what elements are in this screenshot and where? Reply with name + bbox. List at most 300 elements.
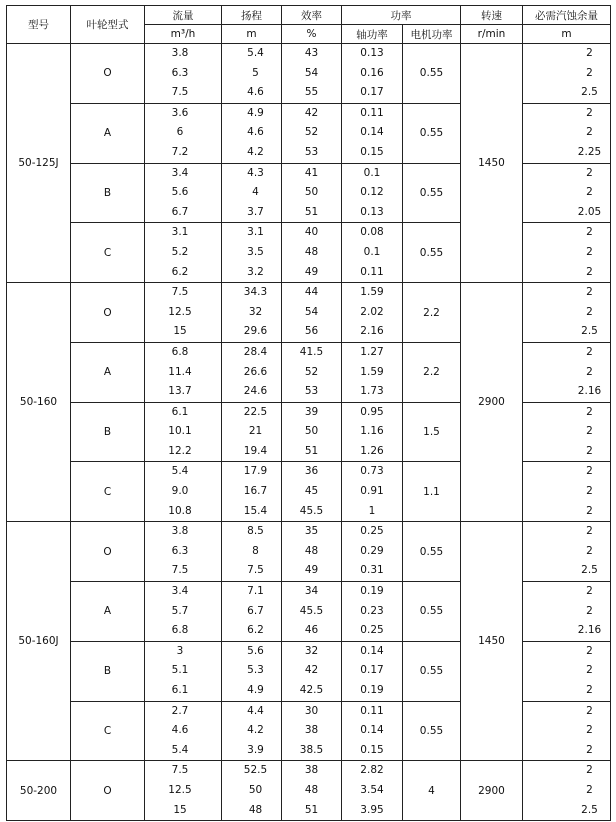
value-eff: 45.5 xyxy=(299,504,324,517)
value-shaft: 0.11 xyxy=(360,265,384,278)
value-npsh: 2 xyxy=(586,444,593,457)
efficiency-values xyxy=(282,522,342,582)
value-head: 21 xyxy=(248,425,263,438)
head-values xyxy=(222,522,282,582)
value-head: 28.4 xyxy=(243,345,268,358)
npsh-values xyxy=(523,402,611,462)
value-flow: 7.5 xyxy=(171,86,189,99)
value-npsh: 2 xyxy=(586,644,593,657)
value-shaft: 0.29 xyxy=(360,544,384,557)
value-npsh: 2 xyxy=(586,504,593,517)
value-npsh: 2 xyxy=(586,345,593,358)
header-speed: 转速 xyxy=(461,6,523,25)
value-head: 26.6 xyxy=(243,365,268,378)
value-flow: 3.8 xyxy=(171,525,189,538)
value-npsh: 2.5 xyxy=(581,325,598,338)
efficiency-values xyxy=(282,223,342,283)
value-shaft: 0.23 xyxy=(360,604,384,617)
head-values xyxy=(222,582,282,642)
head-values xyxy=(222,163,282,223)
value-shaft: 1.59 xyxy=(360,286,384,299)
value-flow: 7.5 xyxy=(171,564,189,577)
impeller-type-cell: B xyxy=(71,163,145,223)
value-flow: 4.6 xyxy=(171,724,189,737)
value-eff: 38.5 xyxy=(299,743,324,756)
value-shaft: 0.13 xyxy=(360,47,384,59)
header-motor-power: 电机功率 xyxy=(403,25,461,44)
npsh-values xyxy=(523,761,611,821)
value-eff: 50 xyxy=(304,425,319,438)
value-eff: 53 xyxy=(304,145,319,158)
value-eff: 53 xyxy=(304,385,319,398)
table-row xyxy=(7,44,611,104)
motor-power-cell: 0.55 xyxy=(403,701,461,761)
motor-power-cell: 0.55 xyxy=(403,641,461,701)
value-shaft: 0.11 xyxy=(360,704,384,717)
motor-power-cell: 1.1 xyxy=(403,462,461,522)
efficiency-values xyxy=(282,761,342,821)
value-eff: 52 xyxy=(304,365,319,378)
impeller-type-cell: O xyxy=(71,522,145,582)
impeller-type-cell: A xyxy=(71,582,145,642)
flow-values xyxy=(145,582,222,642)
flow-values xyxy=(145,761,222,821)
value-flow: 13.7 xyxy=(168,385,192,398)
motor-power-cell: 2.2 xyxy=(403,283,461,343)
value-flow: 6 xyxy=(176,126,184,139)
npsh-values xyxy=(523,223,611,283)
value-head: 50 xyxy=(248,783,263,796)
value-head: 48 xyxy=(248,803,263,816)
header-flow: 流量 xyxy=(145,6,222,25)
value-npsh: 2 xyxy=(586,585,593,598)
value-npsh: 2 xyxy=(586,704,593,717)
value-eff: 42.5 xyxy=(299,684,324,696)
value-flow: 5.7 xyxy=(171,604,189,617)
efficiency-values xyxy=(282,44,342,104)
value-npsh: 2 xyxy=(586,405,593,418)
value-shaft: 1.59 xyxy=(360,365,384,378)
value-eff: 43 xyxy=(304,47,319,59)
value-shaft: 0.16 xyxy=(360,66,384,79)
value-flow: 5.2 xyxy=(171,245,189,258)
value-head: 5.6 xyxy=(247,644,264,657)
flow-values xyxy=(145,163,222,223)
header-speed-unit: r/min xyxy=(461,25,523,44)
value-flow: 11.4 xyxy=(168,365,192,378)
npsh-values xyxy=(523,522,611,582)
value-shaft: 0.08 xyxy=(360,226,384,239)
value-flow: 2.7 xyxy=(171,704,189,717)
value-npsh: 2.5 xyxy=(581,564,598,577)
table-body xyxy=(7,44,611,821)
value-eff: 54 xyxy=(304,66,319,79)
shaft-power-values xyxy=(342,103,403,163)
value-head: 7.5 xyxy=(247,564,264,577)
head-values xyxy=(222,223,282,283)
value-eff: 52 xyxy=(304,126,319,139)
impeller-type-cell: O xyxy=(71,44,145,104)
value-eff: 48 xyxy=(304,783,319,796)
value-flow: 3 xyxy=(176,644,184,657)
value-flow: 12.2 xyxy=(168,444,192,457)
header-model: 型号 xyxy=(7,6,71,44)
head-values xyxy=(222,402,282,462)
value-shaft: 1 xyxy=(368,504,376,517)
shaft-power-values xyxy=(342,641,403,701)
value-flow: 12.5 xyxy=(168,783,192,796)
value-head: 34.3 xyxy=(243,286,268,299)
value-head: 3.7 xyxy=(247,205,264,218)
head-values xyxy=(222,462,282,522)
value-head: 4.2 xyxy=(247,145,264,158)
value-eff: 45.5 xyxy=(299,604,324,617)
value-head: 15.4 xyxy=(243,504,268,517)
value-shaft: 2.82 xyxy=(360,764,384,777)
header-efficiency: 效率 xyxy=(282,6,342,25)
value-head: 4.4 xyxy=(247,704,264,717)
value-eff: 30 xyxy=(304,704,319,717)
efficiency-values xyxy=(282,582,342,642)
motor-power-cell: 0.55 xyxy=(403,103,461,163)
header-power: 功率 xyxy=(342,6,461,25)
head-values xyxy=(222,103,282,163)
table-row xyxy=(7,283,611,343)
table-row xyxy=(7,761,611,821)
value-shaft: 0.73 xyxy=(360,465,384,478)
value-eff: 45 xyxy=(304,485,319,498)
impeller-type-cell: B xyxy=(71,641,145,701)
value-npsh: 2 xyxy=(586,245,593,258)
value-eff: 54 xyxy=(304,305,319,318)
value-flow: 12.5 xyxy=(168,305,192,318)
value-flow: 6.8 xyxy=(171,345,189,358)
shaft-power-values xyxy=(342,701,403,761)
value-npsh: 2.5 xyxy=(581,803,598,816)
value-head: 4.9 xyxy=(247,106,264,119)
speed-cell: 1450 xyxy=(461,44,523,283)
header-npsh-unit: m xyxy=(523,25,611,44)
impeller-type-cell: B xyxy=(71,402,145,462)
value-flow: 3.4 xyxy=(171,585,189,598)
value-npsh: 2 xyxy=(586,166,593,179)
efficiency-values xyxy=(282,462,342,522)
value-head: 6.2 xyxy=(247,624,264,637)
value-npsh: 2 xyxy=(586,664,593,677)
value-head: 4.6 xyxy=(247,86,264,99)
value-shaft: 0.19 xyxy=(360,585,384,598)
value-head: 3.9 xyxy=(247,743,264,756)
shaft-power-values xyxy=(342,342,403,402)
value-head: 3.2 xyxy=(247,265,264,278)
value-flow: 6.8 xyxy=(171,624,189,637)
value-shaft: 0.15 xyxy=(360,145,384,158)
motor-power-cell: 2.2 xyxy=(403,342,461,402)
value-npsh: 2 xyxy=(586,66,593,79)
value-shaft: 0.1 xyxy=(363,245,381,258)
header-efficiency-unit: % xyxy=(282,25,342,44)
value-eff: 32 xyxy=(304,644,319,657)
value-npsh: 2 xyxy=(586,365,593,378)
flow-values xyxy=(145,462,222,522)
shaft-power-values xyxy=(342,402,403,462)
npsh-values xyxy=(523,701,611,761)
impeller-type-cell: C xyxy=(71,462,145,522)
value-eff: 35 xyxy=(304,525,319,538)
value-flow: 3.4 xyxy=(171,166,189,179)
pump-performance-table xyxy=(6,5,611,821)
npsh-values xyxy=(523,641,611,701)
value-flow: 5.4 xyxy=(171,465,189,478)
flow-values xyxy=(145,701,222,761)
npsh-values xyxy=(523,582,611,642)
value-head: 17.9 xyxy=(243,465,268,478)
head-values xyxy=(222,701,282,761)
shaft-power-values xyxy=(342,522,403,582)
model-cell: 50-160 xyxy=(7,283,71,522)
shaft-power-values xyxy=(342,44,403,104)
value-eff: 50 xyxy=(304,186,319,199)
value-shaft: 0.12 xyxy=(360,186,384,199)
value-npsh: 2 xyxy=(586,106,593,119)
value-head: 4 xyxy=(252,186,259,199)
header-flow-unit: m³/h xyxy=(145,25,222,44)
efficiency-values xyxy=(282,701,342,761)
value-head: 3.1 xyxy=(247,226,264,239)
value-flow: 15 xyxy=(173,803,187,816)
head-values xyxy=(222,641,282,701)
shaft-power-values xyxy=(342,582,403,642)
value-shaft: 0.95 xyxy=(360,405,384,418)
value-head: 52.5 xyxy=(243,764,268,777)
value-head: 4.2 xyxy=(247,724,264,737)
value-head: 3.5 xyxy=(247,245,264,258)
value-shaft: 0.13 xyxy=(360,205,384,218)
model-cell: 50-160J xyxy=(7,522,71,761)
value-npsh: 2 xyxy=(586,743,593,756)
value-eff: 51 xyxy=(304,444,319,457)
value-npsh: 2 xyxy=(586,525,593,538)
value-npsh: 2 xyxy=(586,286,593,299)
flow-values xyxy=(145,283,222,343)
value-shaft: 0.1 xyxy=(363,166,381,179)
efficiency-values xyxy=(282,641,342,701)
efficiency-values xyxy=(282,283,342,343)
header-shaft-power: 轴功率 xyxy=(342,25,403,44)
shaft-power-values xyxy=(342,163,403,223)
value-flow: 6.1 xyxy=(171,405,189,418)
value-npsh: 2.25 xyxy=(577,145,602,158)
value-shaft: 0.14 xyxy=(360,644,384,657)
header-impeller: 叶轮型式 xyxy=(71,6,145,44)
value-head: 32 xyxy=(248,305,263,318)
speed-cell: 1450 xyxy=(461,522,523,761)
value-eff: 56 xyxy=(304,325,319,338)
motor-power-cell: 0.55 xyxy=(403,163,461,223)
value-shaft: 0.14 xyxy=(360,724,384,737)
value-npsh: 2.5 xyxy=(581,86,598,99)
value-shaft: 2.02 xyxy=(360,305,384,318)
flow-values xyxy=(145,522,222,582)
efficiency-values xyxy=(282,342,342,402)
efficiency-values xyxy=(282,103,342,163)
value-flow: 3.8 xyxy=(171,47,189,59)
value-head: 4.6 xyxy=(247,126,264,139)
efficiency-values xyxy=(282,402,342,462)
speed-cell: 2900 xyxy=(461,283,523,522)
value-eff: 41 xyxy=(304,166,319,179)
value-shaft: 3.54 xyxy=(360,783,384,796)
value-flow: 9.0 xyxy=(171,485,189,498)
value-npsh: 2.05 xyxy=(577,205,602,218)
value-flow: 3.6 xyxy=(171,106,189,119)
value-head: 5.4 xyxy=(247,47,264,59)
value-npsh: 2 xyxy=(586,764,593,777)
impeller-type-cell: O xyxy=(71,283,145,343)
value-head: 29.6 xyxy=(243,325,268,338)
value-npsh: 2 xyxy=(586,604,593,617)
head-values xyxy=(222,761,282,821)
motor-power-cell: 0.55 xyxy=(403,582,461,642)
value-npsh: 2 xyxy=(586,305,593,318)
value-npsh: 2 xyxy=(586,126,593,139)
efficiency-values xyxy=(282,163,342,223)
value-shaft: 0.14 xyxy=(360,126,384,139)
head-values xyxy=(222,283,282,343)
value-npsh: 2 xyxy=(586,684,593,696)
table-wrapper xyxy=(6,5,611,821)
value-shaft: 0.15 xyxy=(360,743,384,756)
value-shaft: 0.17 xyxy=(360,86,384,99)
flow-values xyxy=(145,641,222,701)
value-head: 8 xyxy=(252,544,259,557)
value-head: 5 xyxy=(252,66,259,79)
value-flow: 5.4 xyxy=(171,743,189,756)
value-npsh: 2 xyxy=(586,724,593,737)
npsh-values xyxy=(523,462,611,522)
value-shaft: 1.73 xyxy=(360,385,384,398)
value-flow: 6.1 xyxy=(171,684,189,696)
flow-values xyxy=(145,402,222,462)
value-head: 6.7 xyxy=(247,604,264,617)
shaft-power-values xyxy=(342,761,403,821)
value-head: 4.9 xyxy=(247,684,264,696)
model-cell: 50-125J xyxy=(7,44,71,283)
npsh-values xyxy=(523,283,611,343)
motor-power-cell: 4 xyxy=(403,761,461,821)
value-eff: 36 xyxy=(304,465,319,478)
npsh-values xyxy=(523,44,611,104)
value-shaft: 0.11 xyxy=(360,106,384,119)
value-head: 24.6 xyxy=(243,385,268,398)
flow-values xyxy=(145,103,222,163)
value-head: 5.3 xyxy=(247,664,264,677)
value-npsh: 2 xyxy=(586,47,593,59)
value-eff: 49 xyxy=(304,265,319,278)
impeller-type-cell: C xyxy=(71,701,145,761)
value-npsh: 2 xyxy=(586,265,593,278)
head-values xyxy=(222,44,282,104)
value-eff: 34 xyxy=(304,585,319,598)
head-values xyxy=(222,342,282,402)
value-eff: 44 xyxy=(304,286,319,299)
value-shaft: 0.17 xyxy=(360,664,384,677)
shaft-power-values xyxy=(342,462,403,522)
value-head: 7.1 xyxy=(247,585,264,598)
value-flow: 6.3 xyxy=(171,66,189,79)
value-npsh: 2 xyxy=(586,226,593,239)
value-npsh: 2 xyxy=(586,425,593,438)
header-head: 扬程 xyxy=(222,6,282,25)
impeller-type-cell: A xyxy=(71,342,145,402)
header-head-unit: m xyxy=(222,25,282,44)
value-shaft: 2.16 xyxy=(360,325,384,338)
value-eff: 39 xyxy=(304,405,319,418)
value-eff: 51 xyxy=(304,205,319,218)
value-eff: 55 xyxy=(304,86,319,99)
speed-cell: 2900 xyxy=(461,761,523,821)
npsh-values xyxy=(523,163,611,223)
value-npsh: 2 xyxy=(586,186,593,199)
value-shaft: 0.31 xyxy=(360,564,384,577)
value-shaft: 0.25 xyxy=(360,624,384,637)
impeller-type-cell: C xyxy=(71,223,145,283)
header-npsh: 必需汽蚀余量 xyxy=(523,6,611,25)
value-eff: 42 xyxy=(304,106,319,119)
npsh-values xyxy=(523,342,611,402)
motor-power-cell: 0.55 xyxy=(403,223,461,283)
flow-values xyxy=(145,342,222,402)
value-npsh: 2 xyxy=(586,485,593,498)
value-flow: 6.3 xyxy=(171,544,189,557)
impeller-type-cell: A xyxy=(71,103,145,163)
value-eff: 38 xyxy=(304,764,319,777)
value-eff: 42 xyxy=(304,664,319,677)
motor-power-cell: 0.55 xyxy=(403,44,461,104)
value-head: 19.4 xyxy=(243,444,268,457)
flow-values xyxy=(145,44,222,104)
table-row xyxy=(7,522,611,582)
table-header xyxy=(7,6,611,44)
value-shaft: 0.19 xyxy=(360,684,384,696)
value-head: 8.5 xyxy=(247,525,264,538)
value-eff: 49 xyxy=(304,564,319,577)
value-eff: 40 xyxy=(304,226,319,239)
impeller-type-cell: O xyxy=(71,761,145,821)
value-eff: 48 xyxy=(304,544,319,557)
shaft-power-values xyxy=(342,223,403,283)
value-flow: 15 xyxy=(173,325,187,338)
value-flow: 7.5 xyxy=(171,764,189,777)
value-npsh: 2.16 xyxy=(577,624,602,637)
value-flow: 10.8 xyxy=(168,504,192,517)
value-head: 4.3 xyxy=(247,166,264,179)
value-eff: 41.5 xyxy=(299,345,324,358)
value-shaft: 0.25 xyxy=(360,525,384,538)
value-shaft: 1.26 xyxy=(360,444,384,457)
value-npsh: 2 xyxy=(586,544,593,557)
model-cell: 50-200 xyxy=(7,761,71,821)
flow-values xyxy=(145,223,222,283)
value-flow: 6.7 xyxy=(171,205,189,218)
value-shaft: 3.95 xyxy=(360,803,384,816)
npsh-values xyxy=(523,103,611,163)
value-eff: 51 xyxy=(304,803,319,816)
value-flow: 5.6 xyxy=(171,186,189,199)
value-shaft: 1.16 xyxy=(360,425,384,438)
value-head: 16.7 xyxy=(243,485,268,498)
value-flow: 7.2 xyxy=(171,145,189,158)
